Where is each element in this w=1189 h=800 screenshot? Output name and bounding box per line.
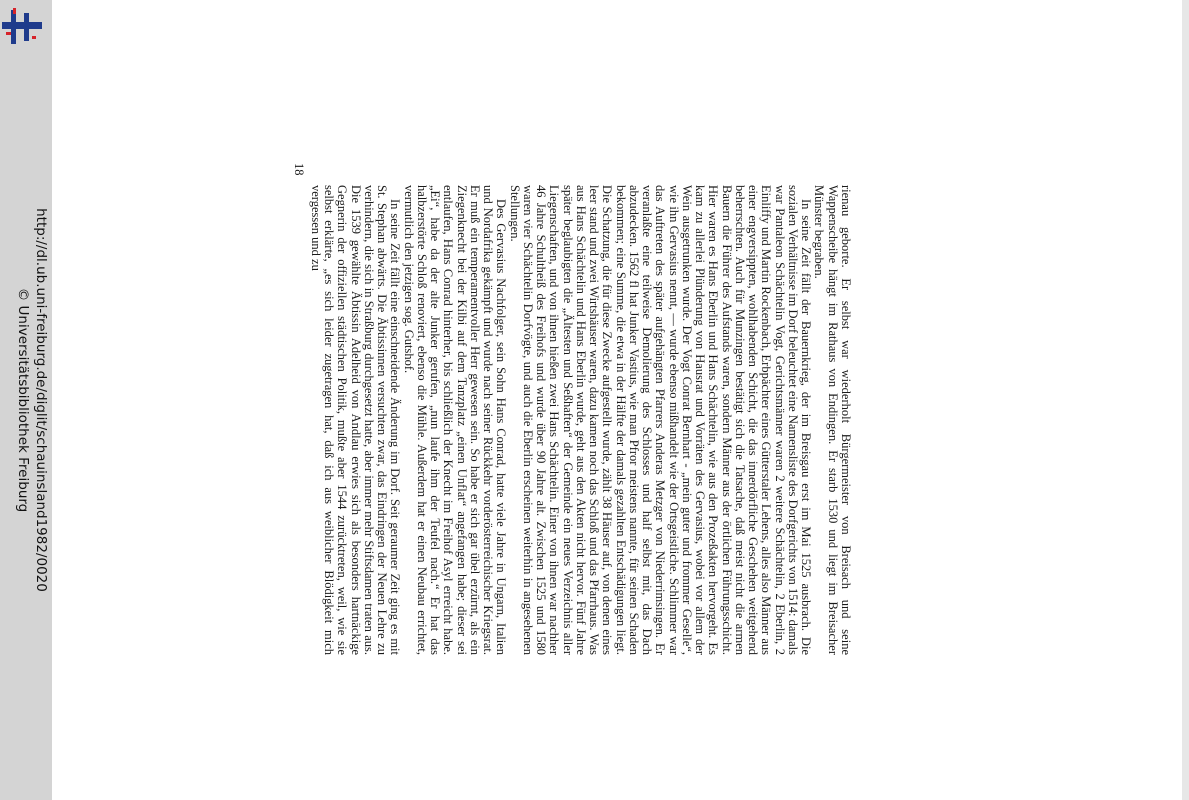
copyright-notice: © Universitätsbibliothek Freiburg bbox=[15, 287, 31, 513]
page-number: 18 bbox=[292, 163, 306, 176]
footer-text bbox=[2, 0, 50, 800]
viewer-sidebar bbox=[0, 0, 52, 800]
paragraph: In seine Zeit fällt der Bauernkrieg, der im Breisgau erst im Mai 1525 ausbrach. Die sozialen Verhältnisse im Dorf beleuchtet eine Namensliste des Dorfgerichts von 1514: damals war Pantaleon Schächtelin Vogt, Gerichtsmänner waren 2 weitere Schächtelin, 2 Eberlin, 2 Einliffy und Martin Rockenbach, Erbpächter eines Gütterstaler Lehens, alles also Männer aus einer engversippten, wohlhabenden Schicht, die das innerdörfliche Geschehen weitgehend beherrschten. Auch für Munzingen bestätigt sich die Tatsache, daß meist nicht die armen Bauern die Führer des Aufstands waren, sondern Männer aus der örtlichen Führungsschicht. Hier waren es Hans Eberlin und Hans Schächtelin, wie aus den Prozeßakten hervorgeht. Es kam zu allerlei Plünderung von Hausrat und Vorräten des Gervasius, wobei vor allem der Wein ausgetrunken wurde. Der Vogt Conrat Bernhart - „mein guter und frommer Geselle“, wie ihn Gervasius nennt, — wurde ebenso mißhandelt wie der Ortsgeistliche. Schlimmer war das Auftreten des später aufgehängten Pfarrers Anderas Metzger von Niederrimsingen. Er veranlaßte eine teilweise Demolierung des Schlosses und half selbst mit, das Dach abzudecken. 1562 fl hat Junker Vastius, wie man Pfror meistens nannte, für seinen Schaden bekommen; eine Summe, die etwa in der Hälfte der damals gezahlten Entschädigungen liegt. Die Schatzung, die für diese Zwecke aufgestellt wurde, zählt 38 Häuser auf, von denen eines leer stand und zwei Wirtshäuser waren, dazu kamen noch das Schloß und das Pfarrhaus. Was aus Hans Schächtelin und Hans Eberlin wurde, geht aus den Akten nicht hervor. Fünf Jahre später beglaubigten die „Ältesten und Seßhaften“ der Gemeinde ein neues Verzeichnis aller Liegenschaften, und von ihnen hießen zwei Hans Schächtelin. Einer von ihnen war nachher 46 Jahre Schultheiß des Freihofs und wurde über 90 Jahre alt. Zwischen 1525 und 1580 waren vier Schächtelin Dorfvögte, und auch die Eberlin erscheinen weiterhin in angesehenen Stellungen. bbox=[507, 185, 814, 655]
viewer-scrollbar[interactable] bbox=[1182, 0, 1189, 800]
paragraph: Des Gervasius Nachfolger, sein Sohn Hans Conrad, hatte viele Jahre in Ungarn, Italien und Nordafrika gekämpft und wurde nach seiner Rückkehr vorderösterreichischer Kriegsrat. Er muß ein temperamentvoller Herr gewesen sein. So habe er sich gar übel erzürnt, als ein Ziegenknecht bei der Kilbi auf dem Tanzplatz „einen Unflat“ angefangen habe; dieser sei entlaufen, Hans Conrad hinterher, bis schließlich der Knecht im Freihof Asyl erreicht habe. „Ei“, habe da der alte Junker gerufen, „nun laufe ihm der Teufel nach.“ Er hat das halbzerstörte Schloß renoviert, ebenso die Mühle. Außerdem hat er einen Neubau errichtet, vermutlich den jetzigen sog. Gutshof. bbox=[401, 185, 509, 655]
source-url: http://dl.ub.uni-freiburg.de/diglit/schauinsland1982/0020 bbox=[33, 208, 49, 592]
paragraph: In seine Zeit fällt eine einschneidende Änderung im Dorf. Seit geraumer Zeit ging es mit St. Stephan abwärts. Die Äbtissinnen versuchten zwar, das Eindringen der Neuen Lehre zu verhindern, die sich in Straßburg durchgesetzt hatte, aber immer mehr Stiftsdamen traten aus. Die 1539 gewählte Äbtissin Adelheid von Andlau erwies sich als besonders hartnäckige Gegnerin der offiziellen städtischen Politik, mußte aber 1544 zurücktreten, weil, wie sie selbst erklärte, „es sich leider zugetragen hat, daß ich aus weiblicher Blödigkeit mich vergessen und zu bbox=[309, 185, 403, 655]
scanned-page bbox=[52, 0, 1182, 800]
body-text bbox=[309, 185, 853, 655]
paragraph: rienau geborte. Er selbst war wiederholt Bürgermeister von Breisach und seine Wappenscheibe hängt im Rathaus von Endingen. Er starb 1530 und liegt im Breisacher Münster begraben. bbox=[812, 185, 853, 655]
